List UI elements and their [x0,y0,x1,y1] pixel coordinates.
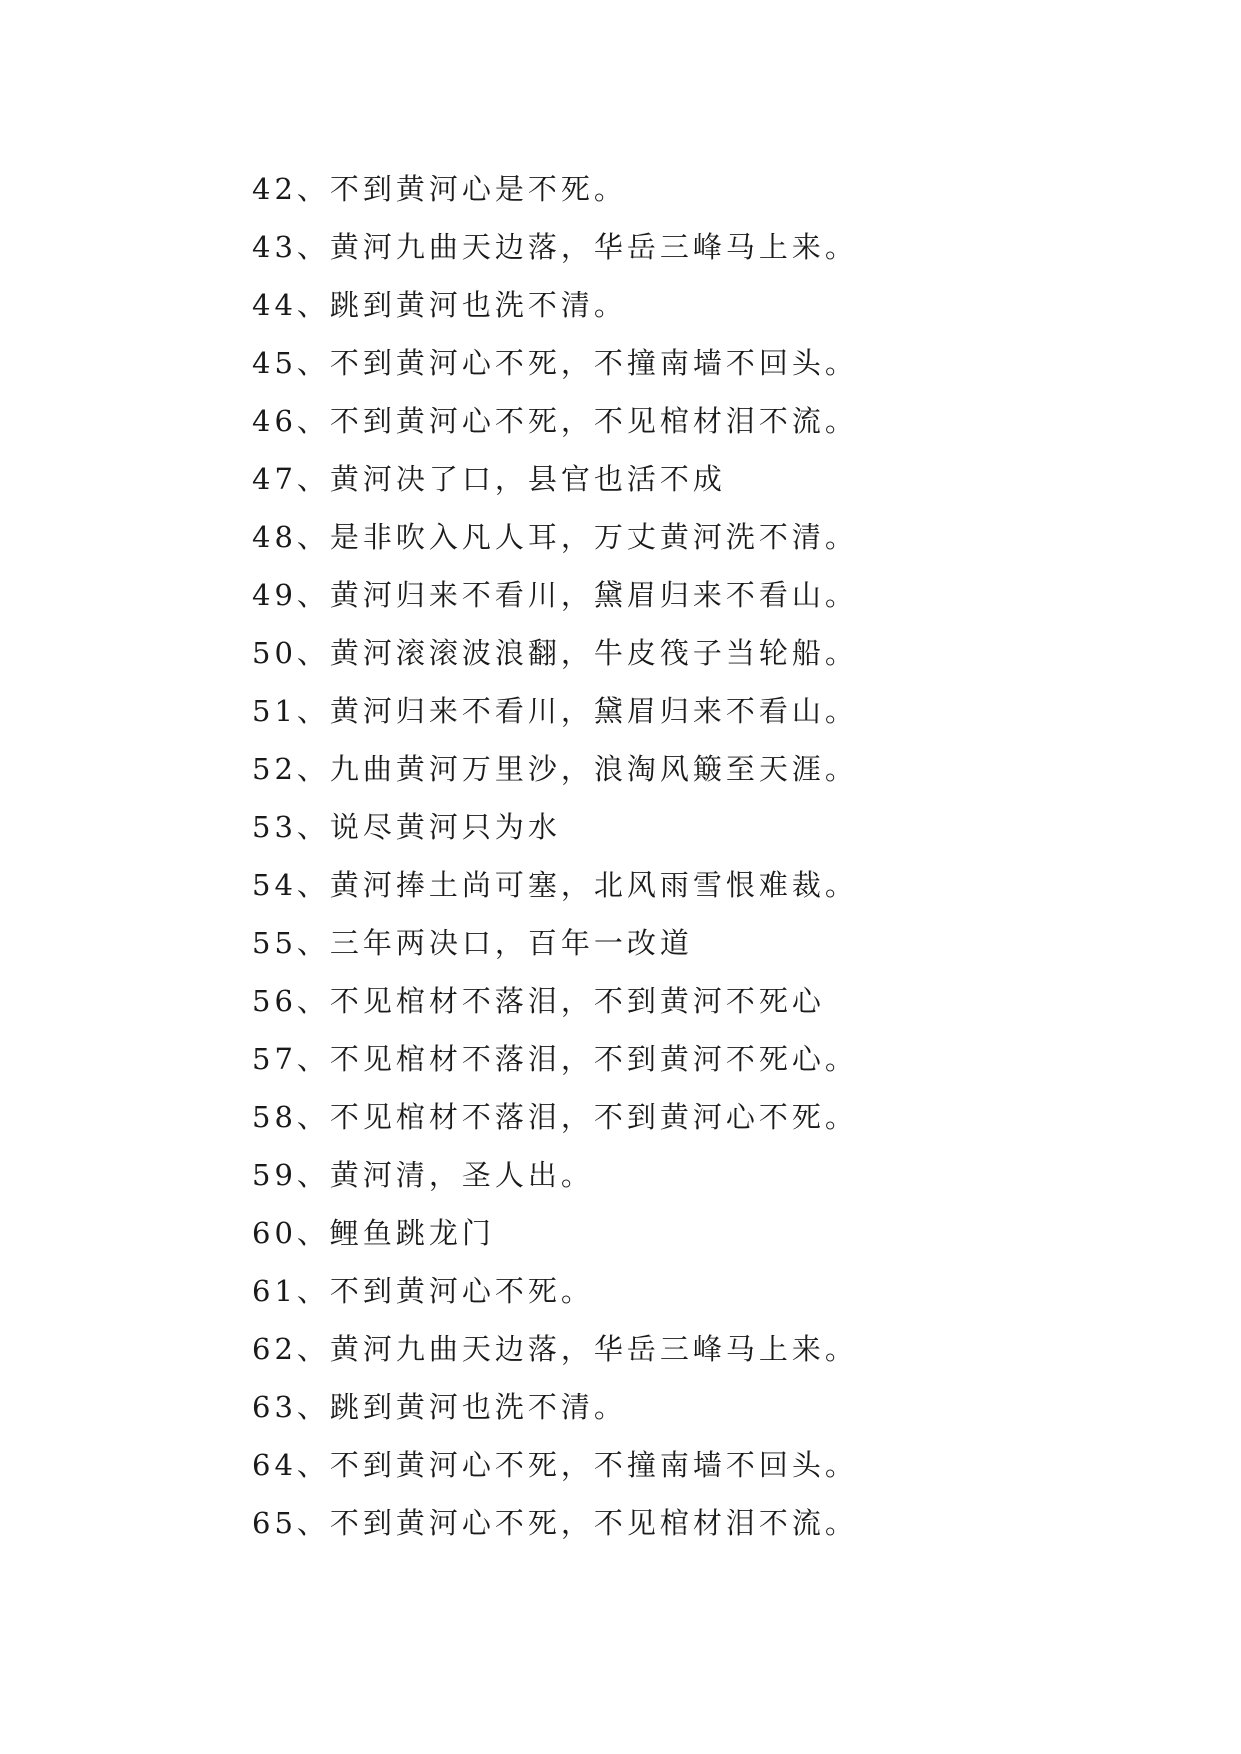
list-item: 56、不见棺材不落泪，不到黄河不死心 [252,984,825,1018]
list-item: 64、不到黄河心不死，不撞南墙不回头。 [252,1448,858,1482]
list-item: 45、不到黄河心不死，不撞南墙不回头。 [252,346,858,380]
list-item: 59、黄河清，圣人出。 [252,1158,594,1192]
list-item: 51、黄河归来不看川，黛眉归来不看山。 [252,694,858,728]
list-item: 58、不见棺材不落泪，不到黄河心不死。 [252,1100,858,1134]
list-item: 63、跳到黄河也洗不清。 [252,1390,627,1424]
list-item: 57、不见棺材不落泪，不到黄河不死心。 [252,1042,858,1076]
list-item: 61、不到黄河心不死。 [252,1274,594,1308]
list-item: 62、黄河九曲天边落，华岳三峰马上来。 [252,1332,858,1366]
list-item: 52、九曲黄河万里沙，浪淘风簸至天涯。 [252,752,858,786]
list-item: 55、三年两决口，百年一改道 [252,926,693,960]
list-item: 43、黄河九曲天边落，华岳三峰马上来。 [252,230,858,264]
list-item: 60、鲤鱼跳龙门 [252,1216,495,1250]
list-item: 65、不到黄河心不死，不见棺材泪不流。 [252,1506,858,1540]
list-item: 48、是非吹入凡人耳，万丈黄河洗不清。 [252,520,858,554]
list-item: 53、说尽黄河只为水 [252,810,561,844]
list-item: 49、黄河归来不看川，黛眉归来不看山。 [252,578,858,612]
list-item: 44、跳到黄河也洗不清。 [252,288,627,322]
list-item: 46、不到黄河心不死，不见棺材泪不流。 [252,404,858,438]
list-item: 50、黄河滚滚波浪翻，牛皮筏子当轮船。 [252,636,858,670]
proverb-list [252,160,858,1552]
list-item: 47、黄河决了口，县官也活不成 [252,462,726,496]
list-item: 42、不到黄河心是不死。 [252,172,627,206]
list-item: 54、黄河捧土尚可塞，北风雨雪恨难裁。 [252,868,858,902]
